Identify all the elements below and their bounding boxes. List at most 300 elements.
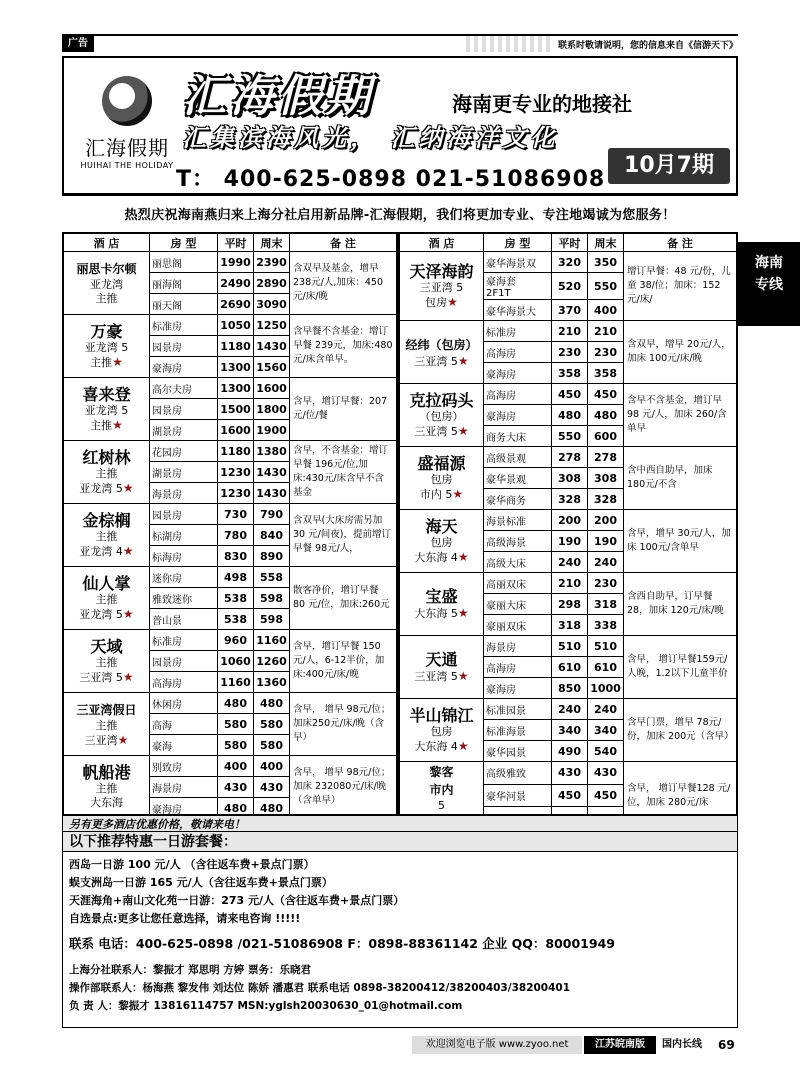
weekend-price: 840 — [254, 525, 290, 546]
table-row — [400, 384, 737, 405]
room-type: 标准海景 — [484, 720, 552, 741]
footer-edition: 江苏皖南版 — [584, 1036, 656, 1054]
hotel-notes: 含早， 增订早餐159元/人晚，1.2以下儿童半价 — [624, 636, 737, 699]
hotel-cell — [400, 447, 484, 510]
column-header-weekend: 周末 — [254, 234, 290, 252]
room-type: 花园房 — [150, 441, 218, 462]
column-header-room: 房 型 — [484, 234, 552, 252]
weekend-price: 358 — [588, 363, 624, 384]
hotel-notes: 含早，增订早餐 150元/人，6-12半价，加床:400元/床/晚 — [290, 630, 397, 693]
weekend-price: 580 — [254, 735, 290, 756]
weekday-price: 450 — [552, 784, 588, 807]
hotel-cell — [64, 441, 150, 504]
room-type: 园景房 — [150, 504, 218, 525]
logo-cn: 汇海假期 — [85, 136, 169, 160]
header-phones: T： 400-625-0898 021-51086908 — [176, 167, 606, 192]
column-header-hotel: 酒 店 — [400, 234, 484, 252]
header-banner — [62, 56, 738, 196]
weekend-price: 230 — [588, 573, 624, 594]
tour-item: 蜈支洲岛一日游 165 元/人（含往返车费+景点门票） — [69, 876, 333, 889]
tour-item: 西岛一日游 100 元/人 （含往返车费+景点门票） — [69, 858, 315, 871]
weekday-price: 278 — [552, 447, 588, 468]
room-type: 迷你房 — [150, 567, 218, 588]
table-row — [400, 252, 737, 273]
hotel-notes: 含早，不含基金：增订早餐 196元/位,加床:430元/床含早不含基金 — [290, 441, 397, 504]
hotel-cell — [64, 315, 150, 378]
footer-section: 国内长线 — [662, 1039, 702, 1050]
hotel-cell — [64, 756, 150, 819]
decorative-strip — [462, 36, 552, 52]
star-icon: ★ — [117, 732, 129, 747]
tour-item: 自选景点:更多让您任意选择，请来电咨询 !!!!! — [69, 912, 301, 925]
hotel-notes: 含中西自助早，加床 180元/不含 — [624, 447, 737, 510]
room-type: 海景房 — [484, 636, 552, 657]
hotel-notes: 含双早及基金，增早238元/人,加床：450元/床/晚 — [290, 252, 397, 315]
room-type: 高海房 — [484, 657, 552, 678]
room-type: 标准园景 — [484, 699, 552, 720]
weekday-price: 538 — [218, 588, 254, 609]
room-type: 豪丽双床 — [484, 615, 552, 636]
room-type: 园景房 — [150, 336, 218, 357]
room-type: 高尔夫房 — [150, 378, 218, 399]
weekday-price: 370 — [552, 300, 588, 321]
hotel-notes: 含早不含基金，增订早 98 元/人，加床 260/含单早 — [624, 384, 737, 447]
weekend-price: 598 — [254, 609, 290, 630]
footer — [412, 1036, 738, 1054]
room-type: 豪华景观 — [484, 468, 552, 489]
weekend-price: 230 — [588, 342, 624, 363]
table-header-row — [64, 234, 397, 252]
room-type: 豪华园景 — [484, 741, 552, 762]
room-type: 园景房 — [150, 399, 218, 420]
table-row — [400, 762, 737, 785]
table-row — [400, 573, 737, 594]
weekday-price: 490 — [552, 741, 588, 762]
weekday-price: 190 — [552, 531, 588, 552]
hotel-location: 包房 大东海 4 — [414, 535, 458, 564]
weekday-price: 400 — [218, 756, 254, 777]
room-type: 丽天阁 — [150, 294, 218, 315]
hotel-notes: 含西自助早，订早餐 28，加床 120元/床/晚 — [624, 573, 737, 636]
weekend-price: 550 — [588, 273, 624, 300]
hotel-name: 黎客 市内 — [429, 765, 454, 797]
table-row — [64, 441, 397, 462]
weekend-price: 2890 — [254, 273, 290, 294]
weekend-price: 600 — [588, 426, 624, 447]
room-type: 豪华海景大 — [484, 300, 552, 321]
weekday-price: 320 — [552, 252, 588, 273]
star-icon: ★ — [122, 543, 134, 558]
hotel-location: 主推 大东海 — [90, 782, 123, 809]
weekend-price: 598 — [254, 588, 290, 609]
weekend-price: 558 — [254, 567, 290, 588]
room-type: 豪海房 — [484, 678, 552, 699]
weekday-price: 210 — [552, 573, 588, 594]
room-type: 高级大床 — [484, 552, 552, 573]
page-number: 69 — [718, 1038, 735, 1052]
weekday-price: 1600 — [218, 420, 254, 441]
weekday-price: 1060 — [218, 651, 254, 672]
weekday-price: 498 — [218, 567, 254, 588]
hotel-cell — [400, 510, 484, 573]
weekday-price: 1990 — [218, 252, 254, 273]
hotel-table-left — [62, 232, 398, 815]
table-row — [64, 693, 397, 714]
hotel-name: 克拉码头 — [409, 390, 474, 410]
column-header-notes: 备 注 — [624, 234, 737, 252]
table-row — [64, 252, 397, 273]
hotel-cell — [400, 384, 484, 447]
room-type: 丽思阁 — [150, 252, 218, 273]
room-type: 湖景房 — [150, 462, 218, 483]
table-header-row — [400, 234, 737, 252]
table-row — [400, 699, 737, 720]
hotel-notes: 含早，增订早餐：207元/位/餐 — [290, 378, 397, 441]
weekday-price: 210 — [552, 321, 588, 342]
weekend-price: 510 — [588, 636, 624, 657]
ad-label: 广告 — [62, 36, 94, 52]
weekday-price: 510 — [552, 636, 588, 657]
hotel-location: 主推 亚龙湾 4 — [79, 529, 123, 558]
weekday-price: 308 — [552, 468, 588, 489]
room-type: 豪海房 — [484, 363, 552, 384]
star-icon: ★ — [457, 353, 469, 368]
announcement: 热烈庆祝海南燕归来上海分社启用新品牌-汇海假期，我们将更加专业、专注地竭诚为您服务！ — [124, 208, 676, 223]
room-type: 豪海 — [150, 735, 218, 756]
weekend-price: 1000 — [588, 678, 624, 699]
weekend-price: 480 — [588, 405, 624, 426]
star-icon: ★ — [112, 417, 123, 432]
hotel-notes: 含早， 增早 98元/位； 加床250元/床/晚（含早） — [290, 693, 397, 756]
room-type: 高丽双床 — [484, 573, 552, 594]
weekend-price: 1430 — [254, 336, 290, 357]
hotel-location: 亚龙湾 5 主推 — [84, 340, 129, 369]
weekday-price: 480 — [218, 798, 254, 819]
column-header-weekday: 平时 — [552, 234, 588, 252]
weekend-price: 1900 — [254, 420, 290, 441]
room-type: 标准房 — [150, 315, 218, 336]
hotel-cell — [400, 699, 484, 762]
weekday-price: 2490 — [218, 273, 254, 294]
weekday-price: 1230 — [218, 483, 254, 504]
room-type: 豪海套 2F1T — [484, 273, 552, 300]
room-type: 高海房 — [150, 672, 218, 693]
hotel-cell — [64, 504, 150, 567]
room-type: 豪华海景双 — [484, 252, 552, 273]
weekend-price: 2390 — [254, 252, 290, 273]
hotel-location: 主推 亚龙湾 5 — [79, 592, 123, 621]
hotel-notes: 含早， 增订早餐128 元/位，加床 280元/床 — [624, 762, 737, 830]
weekend-price: 580 — [254, 714, 290, 735]
hotel-name: 万豪 — [90, 321, 123, 341]
hotel-notes: 增订早餐：48 元/份，儿童 38/位；加床：152 元/床/ — [624, 252, 737, 321]
weekday-price: 610 — [552, 657, 588, 678]
hotel-cell — [400, 636, 484, 699]
hotel-cell — [64, 378, 150, 441]
table-row — [64, 315, 397, 336]
chief-contact: 负 责 人：黎振才 13816114757 MSN:yglsh20030630_01@hotmail.com — [69, 1000, 463, 1012]
weekend-price: 1250 — [254, 315, 290, 336]
weekend-price: 790 — [254, 504, 290, 525]
weekend-price: 318 — [588, 594, 624, 615]
weekend-price: 350 — [588, 252, 624, 273]
weekend-price: 400 — [254, 756, 290, 777]
weekend-price: 200 — [588, 510, 624, 531]
hotel-location: 包房 市内 5 — [419, 472, 453, 501]
room-type: 别致房 — [150, 756, 218, 777]
weekend-price: 1430 — [254, 462, 290, 483]
tagline: 海南更专业的地接社 — [452, 92, 632, 116]
weekend-price: 400 — [588, 300, 624, 321]
weekday-price: 318 — [552, 615, 588, 636]
weekend-price: 308 — [588, 468, 624, 489]
weekend-price: 450 — [588, 384, 624, 405]
weekend-price: 1430 — [254, 483, 290, 504]
weekday-price: 298 — [552, 594, 588, 615]
room-type: 豪华商务 — [484, 489, 552, 510]
weekday-price: 580 — [218, 735, 254, 756]
weekday-price: 340 — [552, 720, 588, 741]
room-type: 高海 — [150, 714, 218, 735]
room-type: 豪海房 — [484, 405, 552, 426]
star-icon: ★ — [122, 480, 134, 495]
top-bar — [62, 34, 738, 52]
wave-logo-icon — [102, 76, 152, 126]
hotel-location: 5 — [438, 799, 445, 812]
weekend-price: 480 — [254, 693, 290, 714]
hotel-location: 主推 三亚湾 — [84, 718, 118, 747]
weekday-price: 850 — [552, 678, 588, 699]
star-icon: ★ — [112, 354, 123, 369]
column-header-weekday: 平时 — [218, 234, 254, 252]
room-type: 豪海房 — [150, 798, 218, 819]
table-row — [64, 756, 397, 777]
star-icon: ★ — [122, 669, 134, 684]
ops-contacts: 操作部联系人：杨海燕 黎发伟 刘达位 陈娇 潘惠君 联系电话 0898-38200412/38200403/38200401 — [69, 982, 571, 994]
weekend-price: 328 — [588, 489, 624, 510]
shanghai-contacts: 上海分社联系人：黎振才 郑思明 方婷 票务：乐晓君 — [69, 964, 311, 976]
weekend-price: 430 — [588, 762, 624, 785]
weekday-price: 1230 — [218, 462, 254, 483]
column-header-weekend: 周末 — [588, 234, 624, 252]
weekday-price: 200 — [552, 510, 588, 531]
room-type: 标海房 — [150, 546, 218, 567]
star-icon: ★ — [447, 294, 458, 309]
weekday-price: 430 — [218, 777, 254, 798]
hotel-name: 红树林 — [82, 447, 131, 467]
hotel-name: 仙人掌 — [82, 573, 131, 593]
weekday-price: 240 — [552, 552, 588, 573]
star-icon: ★ — [457, 605, 469, 620]
weekend-price: 1560 — [254, 357, 290, 378]
weekend-price: 1360 — [254, 672, 290, 693]
hotel-notes: 含早， 增早 98元/位； 加床 232080元/床/晚（含单早） — [290, 756, 397, 819]
hotel-name: 喜来登 — [82, 384, 131, 404]
hotel-name: 海天 — [425, 516, 458, 536]
weekday-price: 520 — [552, 273, 588, 300]
star-icon: ★ — [457, 549, 469, 564]
table-row — [400, 447, 737, 468]
column-header-room: 房 型 — [150, 234, 218, 252]
hotel-notes: 散客净价，增订早餐 80 元/位，加床:260元 — [290, 567, 397, 630]
tour-item: 天涯海角+南山文化苑一日游：273 元/人（含往返车费+景点门票） — [69, 894, 405, 907]
hotel-name: 半山锦江 — [409, 705, 474, 725]
hotel-location: 主推 亚龙湾 5 — [79, 466, 123, 495]
hotel-cell — [64, 630, 150, 693]
weekend-price: 450 — [588, 784, 624, 807]
column-header-notes: 备 注 — [290, 234, 397, 252]
table-row — [64, 378, 397, 399]
weekend-price: 1600 — [254, 378, 290, 399]
hotel-notes: 含早，增早 30元/人，加床 100元/含单早 — [624, 510, 737, 573]
weekend-price: 210 — [588, 321, 624, 342]
hotel-name: 帆船港 — [82, 763, 131, 782]
room-type: 湖景房 — [150, 420, 218, 441]
weekday-price: 960 — [218, 630, 254, 651]
weekend-price: 1800 — [254, 399, 290, 420]
hotel-notes: 含早门票，增早 78元/份，加床 200元（含早） — [624, 699, 737, 762]
hotel-name: 丽思卡尔顿 — [76, 262, 137, 276]
slogan: 汇集滨海风光， 汇纳海洋文化 — [182, 123, 559, 152]
weekday-price: 1300 — [218, 378, 254, 399]
weekday-price: 230 — [552, 342, 588, 363]
hotel-name: 天通 — [425, 649, 458, 669]
hotel-notes: 含早餐不含基金：增订早餐 239元，加床:480元/床含单早。 — [290, 315, 397, 378]
room-type: 普山景 — [150, 609, 218, 630]
brand-logo — [72, 66, 182, 184]
star-icon: ★ — [457, 423, 469, 438]
room-type: 高海房 — [484, 342, 552, 363]
room-type: 标准房 — [484, 321, 552, 342]
hotel-name: 经纬（包房） — [405, 337, 478, 352]
hotel-table-right — [398, 232, 738, 815]
hotel-location: （包房） 三亚湾 5 — [414, 409, 464, 438]
hotel-location: 三亚湾 5 包房 — [419, 280, 464, 309]
room-type: 海景房 — [150, 777, 218, 798]
logo-en: HUIHAI THE HOLIDAY — [80, 161, 174, 170]
room-type: 高级海景 — [484, 531, 552, 552]
hotel-location: 亚龙湾 主推 — [90, 278, 123, 305]
weekday-price: 830 — [218, 546, 254, 567]
weekday-price: 2690 — [218, 294, 254, 315]
hotel-cell — [400, 573, 484, 636]
table-row — [64, 630, 397, 651]
table-row — [400, 510, 737, 531]
side-tab-label: 海南专线 — [755, 255, 783, 293]
room-type: 高级景观 — [484, 447, 552, 468]
weekend-price: 430 — [254, 777, 290, 798]
hotel-location: 大东海 5 — [414, 606, 458, 620]
weekday-price: 1050 — [218, 315, 254, 336]
hotel-location: 亚龙湾 5 主推 — [84, 403, 129, 432]
hotel-name: 金棕榈 — [82, 510, 131, 530]
room-type: 高海房 — [484, 384, 552, 405]
weekday-price: 1300 — [218, 357, 254, 378]
room-type: 高级雅致 — [484, 762, 552, 785]
weekend-price: 1380 — [254, 441, 290, 462]
weekday-price: 550 — [552, 426, 588, 447]
weekend-price: 540 — [588, 741, 624, 762]
hotel-notes: 含双早(大床房需另加 30 元/间夜)，提前增订早餐 98元/人， — [290, 504, 397, 567]
weekday-price: 1180 — [218, 336, 254, 357]
weekday-price: 730 — [218, 504, 254, 525]
weekday-price: 450 — [552, 384, 588, 405]
hotel-cell — [400, 252, 484, 321]
hotel-name: 天域 — [90, 636, 123, 656]
weekday-price: 358 — [552, 363, 588, 384]
room-type: 标准房 — [150, 630, 218, 651]
room-type: 丽海阁 — [150, 273, 218, 294]
room-type: 商务大床 — [484, 426, 552, 447]
weekend-price: 338 — [588, 615, 624, 636]
hotel-name: 宝盛 — [425, 586, 458, 606]
issue-badge: 10月7期 — [608, 148, 730, 184]
weekend-price: 610 — [588, 657, 624, 678]
room-type: 豪华河景 — [484, 784, 552, 807]
weekend-price: 240 — [588, 552, 624, 573]
weekday-price: 1500 — [218, 399, 254, 420]
hotel-cell — [64, 567, 150, 630]
brand-title: 汇海假期 — [182, 71, 374, 122]
room-type: 雅致迷你 — [150, 588, 218, 609]
star-icon: ★ — [122, 606, 134, 621]
weekday-price: 1160 — [218, 672, 254, 693]
section-side-tab — [738, 242, 800, 326]
weekend-price: 1160 — [254, 630, 290, 651]
weekday-price: 538 — [218, 609, 254, 630]
tours-title: 以下推荐特惠一日游套餐： — [63, 832, 737, 852]
weekend-price: 1260 — [254, 651, 290, 672]
contact-line: 联系 电话：400-625-0898 /021-51086908 F：0898-88361142 企业 QQ：80001949 — [69, 936, 615, 951]
star-icon: ★ — [457, 738, 469, 753]
info-section — [62, 815, 738, 1028]
hotel-cell — [400, 321, 484, 384]
footer-website[interactable]: 欢迎浏览电子版 www.zyoo.net — [412, 1036, 582, 1054]
weekend-price: 890 — [254, 546, 290, 567]
table-row — [400, 636, 737, 657]
hotel-name: 三亚湾假日 — [76, 702, 137, 717]
weekday-price: 1180 — [218, 441, 254, 462]
weekday-price: 328 — [552, 489, 588, 510]
room-type: 海景房 — [150, 483, 218, 504]
hotel-cell — [64, 693, 150, 756]
weekday-price: 430 — [552, 762, 588, 785]
source-note: 联系时敬请说明，您的信息来自《信游天下》 — [557, 41, 738, 51]
hotel-location: 三亚湾 5 — [414, 669, 458, 683]
hotel-name: 盛福源 — [417, 453, 466, 473]
column-header-hotel: 酒 店 — [64, 234, 150, 252]
room-type: 休闲房 — [150, 693, 218, 714]
star-icon: ★ — [452, 486, 464, 501]
more-hotels-note: 另有更多酒店优惠价格，敬请来电！ — [63, 816, 737, 832]
room-type: 豪海房 — [150, 357, 218, 378]
weekend-price: 240 — [588, 699, 624, 720]
table-row — [64, 567, 397, 588]
table-row — [64, 504, 397, 525]
weekday-price: 240 — [552, 699, 588, 720]
hotel-cell — [64, 252, 150, 315]
weekday-price: 480 — [218, 693, 254, 714]
weekend-price: 480 — [254, 798, 290, 819]
hotel-location: 主推 三亚湾 5 — [79, 655, 123, 684]
hotel-location: 包房 大东海 4 — [414, 724, 458, 753]
weekday-price: 780 — [218, 525, 254, 546]
weekend-price: 190 — [588, 531, 624, 552]
star-icon: ★ — [457, 668, 469, 683]
table-row — [400, 321, 737, 342]
weekend-price: 278 — [588, 447, 624, 468]
weekday-price: 580 — [218, 714, 254, 735]
